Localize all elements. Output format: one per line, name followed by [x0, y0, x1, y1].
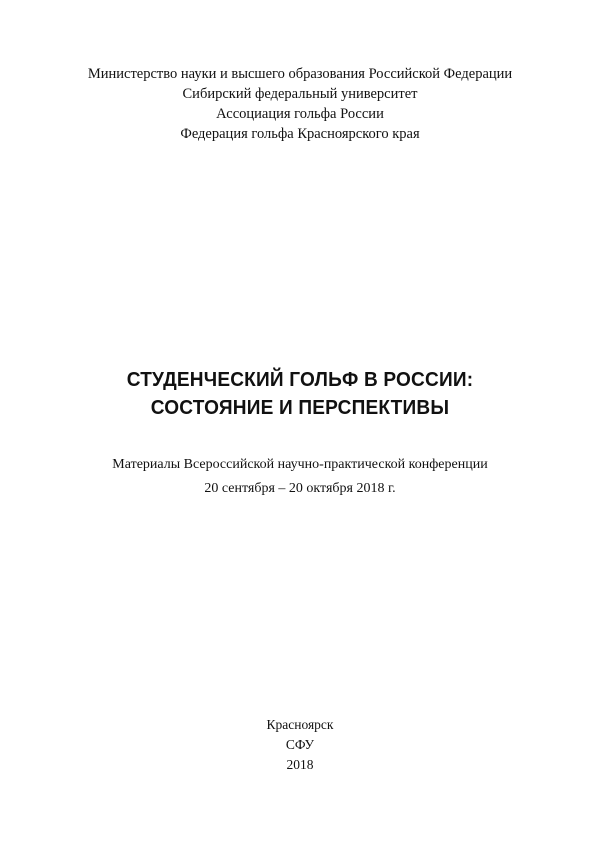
institution-university: Сибирский федеральный университет: [182, 86, 418, 102]
institution-golf-association: Ассоциация гольфа России: [216, 106, 384, 122]
institution-golf-federation: Федерация гольфа Красноярского края: [180, 126, 420, 142]
title-line-2: СОСТОЯНИЕ И ПЕРСПЕКТИВЫ: [150, 396, 450, 419]
institutions-header: [0, 64, 600, 144]
imprint-year: 2018: [286, 757, 314, 772]
imprint-city: Красноярск: [266, 717, 334, 732]
imprint: [0, 715, 600, 775]
imprint-publisher: СФУ: [285, 737, 315, 752]
conference-subtitle: [0, 453, 600, 501]
institution-ministry: Министерство науки и высшего образования Российской Федерации: [87, 66, 513, 82]
document-title: [21, 366, 579, 422]
conference-description: Материалы Всероссийской научно-практической конференции: [112, 457, 488, 472]
conference-dates: 20 сентября – 20 октября 2018 г.: [204, 481, 396, 496]
title-line-1: СТУДЕНЧЕСКИЙ ГОЛЬФ В РОССИИ:: [126, 368, 474, 391]
